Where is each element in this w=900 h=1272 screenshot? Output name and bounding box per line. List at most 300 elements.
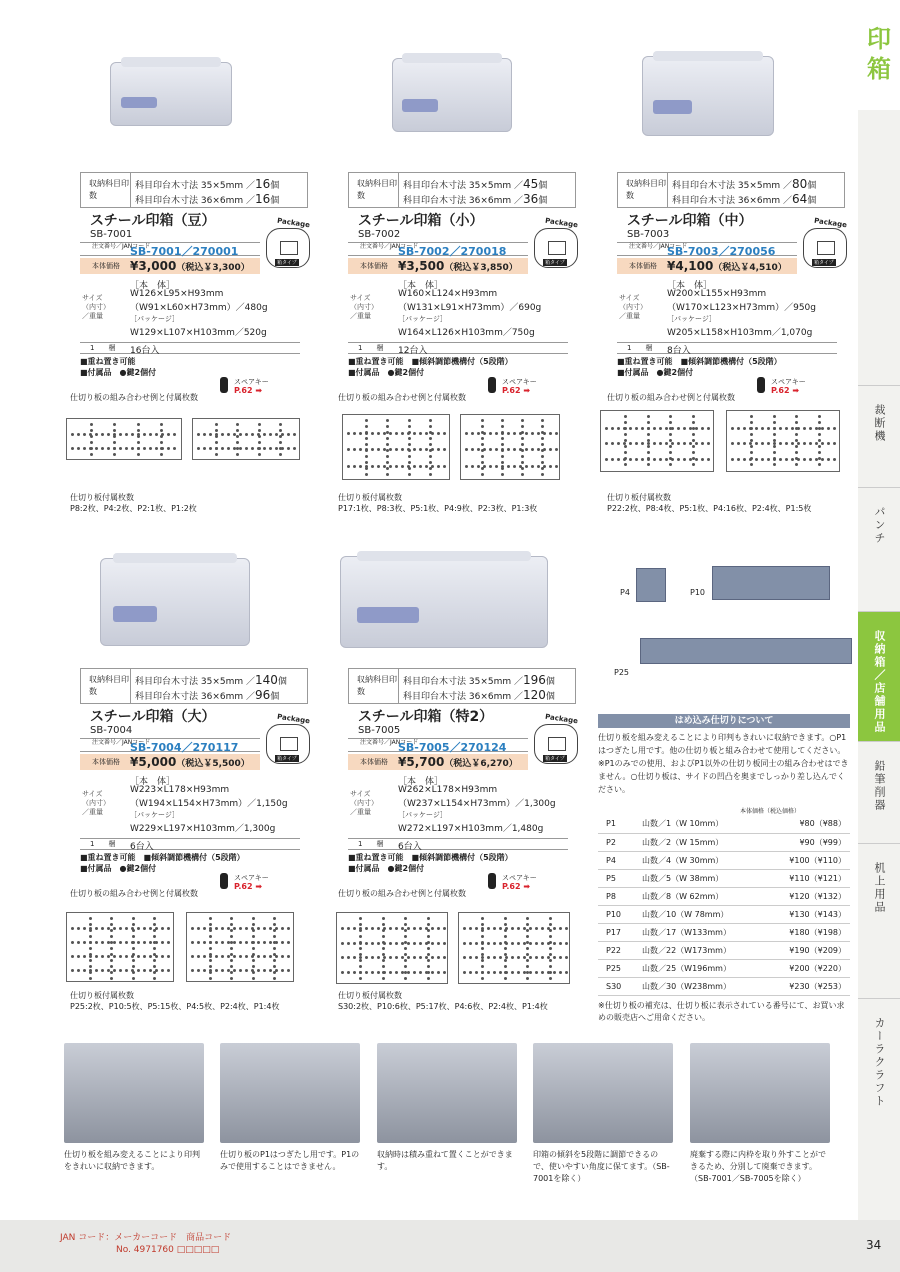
size-label: サイズ（内寸）／重量 (619, 294, 647, 320)
divider-dot (371, 465, 374, 468)
divider-dot (257, 969, 260, 972)
divider-dot (692, 451, 695, 454)
capacity-row (403, 192, 547, 206)
divider-dot (203, 927, 206, 930)
capacity-row (672, 192, 816, 206)
tab-sharpener[interactable] (858, 741, 900, 843)
divider-dot (209, 929, 212, 932)
divider-dot (413, 956, 416, 959)
divider-dot (521, 455, 524, 458)
divider-dot (233, 969, 236, 972)
divider-dot (215, 441, 218, 444)
divider-dot (401, 448, 404, 451)
price-table-row (598, 887, 850, 905)
divider-dot (481, 425, 484, 428)
divider-dot (279, 453, 282, 456)
package-type: 箱タイプ (814, 260, 834, 266)
divider-dot (443, 927, 446, 930)
package-type: 箱タイプ (277, 260, 297, 266)
divider-dot (132, 959, 135, 962)
divider-dot (209, 923, 212, 926)
price-table-cell: ¥100（¥110） (765, 851, 850, 869)
divider-dot (395, 465, 398, 468)
divider-dot (785, 458, 788, 461)
price-table-row (598, 905, 850, 923)
divider-dot (731, 458, 734, 461)
divider-dot (77, 927, 80, 930)
divider-dot (526, 923, 529, 926)
divider-dot (382, 965, 385, 968)
divider-dot (555, 432, 558, 435)
divider-dot (153, 971, 156, 974)
divider-dot (252, 947, 255, 950)
divider-dot (371, 942, 374, 945)
product-title: スチール印箱（小） (358, 213, 484, 229)
divider-dot (413, 942, 416, 945)
divider-dot (149, 969, 152, 972)
divider-dot (413, 448, 416, 451)
divider-dot (647, 463, 650, 466)
capacity-value: 16 (254, 177, 271, 191)
package-type: 箱タイプ (277, 756, 297, 762)
divider-layout-diagram (66, 912, 174, 982)
usage-photo (533, 1043, 673, 1185)
divider-footnote: ※仕切り板の補充は、仕切り板に表示されている番号にて、お買い求めの販売店へご用命ください。 (598, 1001, 845, 1022)
order-row (80, 242, 260, 256)
divider-dot (287, 433, 290, 436)
divider-dot (359, 465, 362, 468)
divider-dot (437, 956, 440, 959)
divider-dot (132, 977, 135, 980)
divider-dot (119, 927, 122, 930)
divider-dot (404, 977, 407, 980)
page-number: 34 (866, 1238, 882, 1252)
divider-dot (281, 941, 284, 944)
capacity-value: 96 (254, 688, 271, 702)
usage-photo (690, 1043, 830, 1185)
package-icon (534, 216, 579, 268)
product-photo-7001 (110, 62, 232, 126)
divider-dot (287, 955, 290, 958)
divider-dot (245, 927, 248, 930)
capacity-row (403, 177, 547, 191)
divider-dot (389, 927, 392, 930)
divider-dot (252, 953, 255, 956)
divider-dot (555, 448, 558, 451)
divider-dot (427, 929, 430, 932)
divider-dot (269, 447, 272, 450)
divider-dot (493, 942, 496, 945)
divider-dot (553, 971, 556, 974)
divider-dot (624, 421, 627, 424)
divider-dot (507, 465, 510, 468)
divider-dot (469, 956, 472, 959)
divider-dot (521, 461, 524, 464)
divider-dot (382, 953, 385, 956)
divider-dot (559, 927, 562, 930)
package-badge: Package (276, 216, 311, 230)
usage-photo (377, 1043, 517, 1173)
divider-dot (119, 969, 122, 972)
divider-dot (818, 463, 821, 466)
package-size: W205×L158×H103mm／1,070g (667, 328, 813, 338)
divider-dot (773, 421, 776, 424)
divider-dot (395, 448, 398, 451)
box-icon (280, 241, 298, 255)
divider-dot (252, 959, 255, 962)
divider-dot (795, 415, 798, 418)
divider-dot (386, 425, 389, 428)
divider-dot (809, 458, 812, 461)
divider-dot (83, 433, 86, 436)
divider-dot (408, 443, 411, 446)
divider-dot (371, 971, 374, 974)
divider-dot (549, 465, 552, 468)
spare-key-link[interactable] (220, 377, 290, 397)
capacity-row (135, 688, 279, 702)
divider-dot (341, 927, 344, 930)
divider-dot (252, 929, 255, 932)
divider-dot (221, 969, 224, 972)
divider-dot (197, 433, 200, 436)
divider-dot (227, 433, 230, 436)
divider-dot (89, 971, 92, 974)
divider-dot (347, 956, 350, 959)
feature-line: ■付属品 ●鍵2個付 (348, 368, 425, 377)
price-table-row (598, 833, 850, 851)
divider-dot (427, 977, 430, 980)
divider-dot (160, 447, 163, 450)
divider-dot (669, 433, 672, 436)
divider-dot (504, 917, 507, 920)
divider-dot (541, 927, 544, 930)
divider-dot (495, 448, 498, 451)
divider-dot (525, 465, 528, 468)
divider-dot (541, 467, 544, 470)
divider-dot (353, 432, 356, 435)
tab-punch[interactable] (858, 487, 900, 611)
divider-dot (481, 461, 484, 464)
divider-dot (143, 927, 146, 930)
divider-dot (413, 927, 416, 930)
capacity-row-label: 科目印台木寸法 35×5mm ／ (403, 181, 523, 191)
divider-dot (429, 455, 432, 458)
body-label: ［本 体］ (667, 281, 713, 291)
divider-label: P10 (690, 588, 706, 597)
divider-dot (526, 965, 529, 968)
divider-dot (475, 971, 478, 974)
capacity-label: 収納科目印数 (81, 173, 131, 207)
divider-dot (773, 457, 776, 460)
divider-dot (531, 465, 534, 468)
divider-dot (89, 935, 92, 938)
size-label: サイズ（内寸）／重量 (82, 294, 110, 320)
product-title: スチール印箱（大） (90, 709, 216, 725)
divider-dot (429, 473, 432, 476)
divider-dot (137, 941, 140, 944)
divider-dot (371, 956, 374, 959)
spare-key-link[interactable] (488, 377, 558, 397)
divider-dot (489, 432, 492, 435)
divider-dot (273, 917, 276, 920)
divider-dot (481, 449, 484, 452)
divider-dot (425, 465, 428, 468)
divider-dot (427, 923, 430, 926)
divider-dot (617, 458, 620, 461)
divider-photo-p10 (712, 566, 830, 600)
divider-dot (359, 971, 362, 974)
divider-dot (549, 965, 552, 968)
order-row (80, 738, 260, 752)
divider-dot (511, 942, 514, 945)
divider-dot (252, 917, 255, 920)
divider-dot (273, 947, 276, 950)
price-tax: （税込￥5,500） (176, 759, 250, 769)
capacity-row-label: 科目印台木寸法 36×6mm ／ (403, 692, 523, 702)
divider-dot (386, 467, 389, 470)
features (348, 356, 513, 378)
divider-dot (95, 955, 98, 958)
divider-dot (143, 955, 146, 958)
divider-dot (293, 433, 296, 436)
divider-dot (635, 427, 638, 430)
divider-dot (517, 927, 520, 930)
divider-dot (419, 971, 422, 974)
qty-value: 16台入 (130, 346, 160, 356)
divider-dot (365, 431, 368, 434)
tab-craft[interactable] (858, 998, 900, 1118)
product-photo-7003 (642, 56, 774, 136)
divider-dot (153, 947, 156, 950)
usage-caption: 印箱の傾斜を5段階に調節できるので、使いやすい角度に保てます。（SB-7001を除く） (533, 1150, 670, 1183)
divider-dot (377, 956, 380, 959)
divider-dot (565, 971, 568, 974)
divider-dot (113, 447, 116, 450)
divider-dot (833, 427, 836, 430)
capacity-row-label: 科目印台木寸法 36×6mm ／ (135, 196, 255, 206)
divider-dot (257, 927, 260, 930)
divider-dot (624, 439, 627, 442)
package-badge: Package (544, 216, 579, 230)
qty-row (348, 838, 568, 850)
divider-dot (827, 442, 830, 445)
divider-dot (191, 927, 194, 930)
divider-dot (101, 969, 104, 972)
divider-dot (549, 929, 552, 932)
divider-dot (549, 977, 552, 980)
divider-dot (803, 427, 806, 430)
divider-dot (611, 442, 614, 445)
divider-dot (517, 942, 520, 945)
divider-dot (504, 971, 507, 974)
divider-layout-diagram (186, 912, 294, 982)
divider-dot (395, 956, 398, 959)
divider-dot (167, 433, 170, 436)
divider-dot (90, 447, 93, 450)
spare-key-link[interactable] (488, 873, 558, 893)
divider-dot (353, 927, 356, 930)
divider-dot (132, 929, 135, 932)
divider-dot (692, 445, 695, 448)
divider-dot (209, 447, 212, 450)
divider-dot (389, 432, 392, 435)
divider-dot (795, 421, 798, 424)
divider-dot (773, 439, 776, 442)
divider-dot (437, 927, 440, 930)
divider-dot (107, 447, 110, 450)
divider-dot (481, 935, 484, 938)
divider-dot (504, 929, 507, 932)
divider-dot (427, 971, 430, 974)
divider-dot (365, 455, 368, 458)
divider-dot (624, 445, 627, 448)
spare-key-link[interactable] (757, 377, 827, 397)
divider-dot (469, 971, 472, 974)
divider-dot (521, 473, 524, 476)
price-table-row (598, 977, 850, 995)
order-row (348, 738, 528, 752)
divider-dot (279, 435, 282, 438)
divider-dot (279, 429, 282, 432)
order-number: SB-7005／270124 (398, 741, 507, 754)
price-table-cell: P10 (598, 905, 638, 923)
divider-dot (281, 955, 284, 958)
divider-dot (293, 447, 296, 450)
price-table-cell: P2 (598, 833, 638, 851)
divider-dot (221, 955, 224, 958)
divider-dot (371, 448, 374, 451)
package-label: ［パッケージ］ (398, 811, 447, 819)
divider-dot (89, 959, 92, 962)
spare-key-link[interactable] (220, 873, 290, 893)
divider-dot (501, 467, 504, 470)
divider-dot (209, 977, 212, 980)
divider-dot (750, 427, 753, 430)
divider-dot (537, 432, 540, 435)
divider-dot (230, 971, 233, 974)
divider-dot (437, 465, 440, 468)
divider-dot (227, 447, 230, 450)
divider-dot (517, 956, 520, 959)
divider-dot (113, 435, 116, 438)
divider-dot (529, 956, 532, 959)
divider-dot (541, 437, 544, 440)
divider-dot (750, 439, 753, 442)
divider-dot (95, 969, 98, 972)
tab-storage[interactable] (858, 611, 900, 741)
divider-dot (215, 453, 218, 456)
jan-info (60, 1232, 231, 1256)
divider-dot (535, 956, 538, 959)
feature-line: ■付属品 ●鍵2個付 (80, 368, 157, 377)
divider-dot (137, 447, 140, 450)
price-table-row (598, 959, 850, 977)
divider-dot (359, 959, 362, 962)
divider-dot (209, 971, 212, 974)
divider-dot (624, 433, 627, 436)
usage-caption: 仕切り板のP1はつぎたし用です。P1のみで使用することはできません。 (220, 1150, 360, 1171)
divider-dot (669, 421, 672, 424)
price-tax: （税込￥3,850） (444, 263, 518, 273)
divider-dot (404, 929, 407, 932)
qty-label: 1 梱 (90, 344, 116, 352)
divider-dot (382, 959, 385, 962)
tab-cutter[interactable] (858, 385, 900, 487)
qty-value: 12台入 (398, 346, 428, 356)
divider-dot (408, 431, 411, 434)
capacity-unit: 個 (545, 677, 555, 687)
divider-dot (273, 929, 276, 932)
divider-dot (239, 955, 242, 958)
divider-dot (821, 442, 824, 445)
divider-dot (386, 455, 389, 458)
divider-dot (137, 423, 140, 426)
divider-dot (83, 927, 86, 930)
price-table-cell: 山数／10（W 78mm） (638, 905, 765, 923)
divider-dot (131, 447, 134, 450)
divider-dot (153, 959, 156, 962)
divider-dot (511, 927, 514, 930)
jan-line: JAN コード：メーカーコード 商品コード (60, 1233, 232, 1243)
divider-dot (535, 942, 538, 945)
divider-dot (83, 955, 86, 958)
divider-dot (504, 935, 507, 938)
divider-dot (549, 971, 552, 974)
divider-dot (549, 947, 552, 950)
price-table-cell: 山数／30（W238mm） (638, 977, 765, 995)
divider-dot (137, 429, 140, 432)
divider-dot (203, 955, 206, 958)
divider-dot (365, 461, 368, 464)
divider-dot (71, 927, 74, 930)
divider-dot (549, 935, 552, 938)
divider-dot (504, 977, 507, 980)
divider-dot (287, 969, 290, 972)
divider-dot (465, 448, 468, 451)
divider-dot (731, 427, 734, 430)
capacity-value: 80 (791, 177, 808, 191)
footer (0, 1220, 900, 1272)
divider-dot (701, 427, 704, 430)
qty-value: 6台入 (130, 842, 154, 852)
divider-dot (541, 419, 544, 422)
divider-dot (230, 977, 233, 980)
usage-photo (64, 1043, 204, 1173)
spare-key-page: P.62 ➡ (234, 882, 263, 891)
divider-dot (553, 942, 556, 945)
divider-dot (365, 467, 368, 470)
divider-dot (541, 455, 544, 458)
attached-label: 仕切り板付属枚数 (70, 991, 134, 1000)
divider-dot (526, 935, 529, 938)
divider-dot (263, 927, 266, 930)
qty-row (80, 342, 300, 354)
divider-dot (549, 953, 552, 956)
divider-dot (404, 947, 407, 950)
divider-dot (475, 956, 478, 959)
divider-dot (495, 432, 498, 435)
divider-dot (161, 955, 164, 958)
price-table-cell: P17 (598, 923, 638, 941)
divider-dot (230, 935, 233, 938)
divider-dot (125, 927, 128, 930)
tab-desk[interactable] (858, 843, 900, 998)
qty-label: 1 梱 (90, 840, 116, 848)
divider-dot (279, 441, 282, 444)
divider-dot (281, 927, 284, 930)
divider-dot (101, 447, 104, 450)
divider-dot (167, 955, 170, 958)
